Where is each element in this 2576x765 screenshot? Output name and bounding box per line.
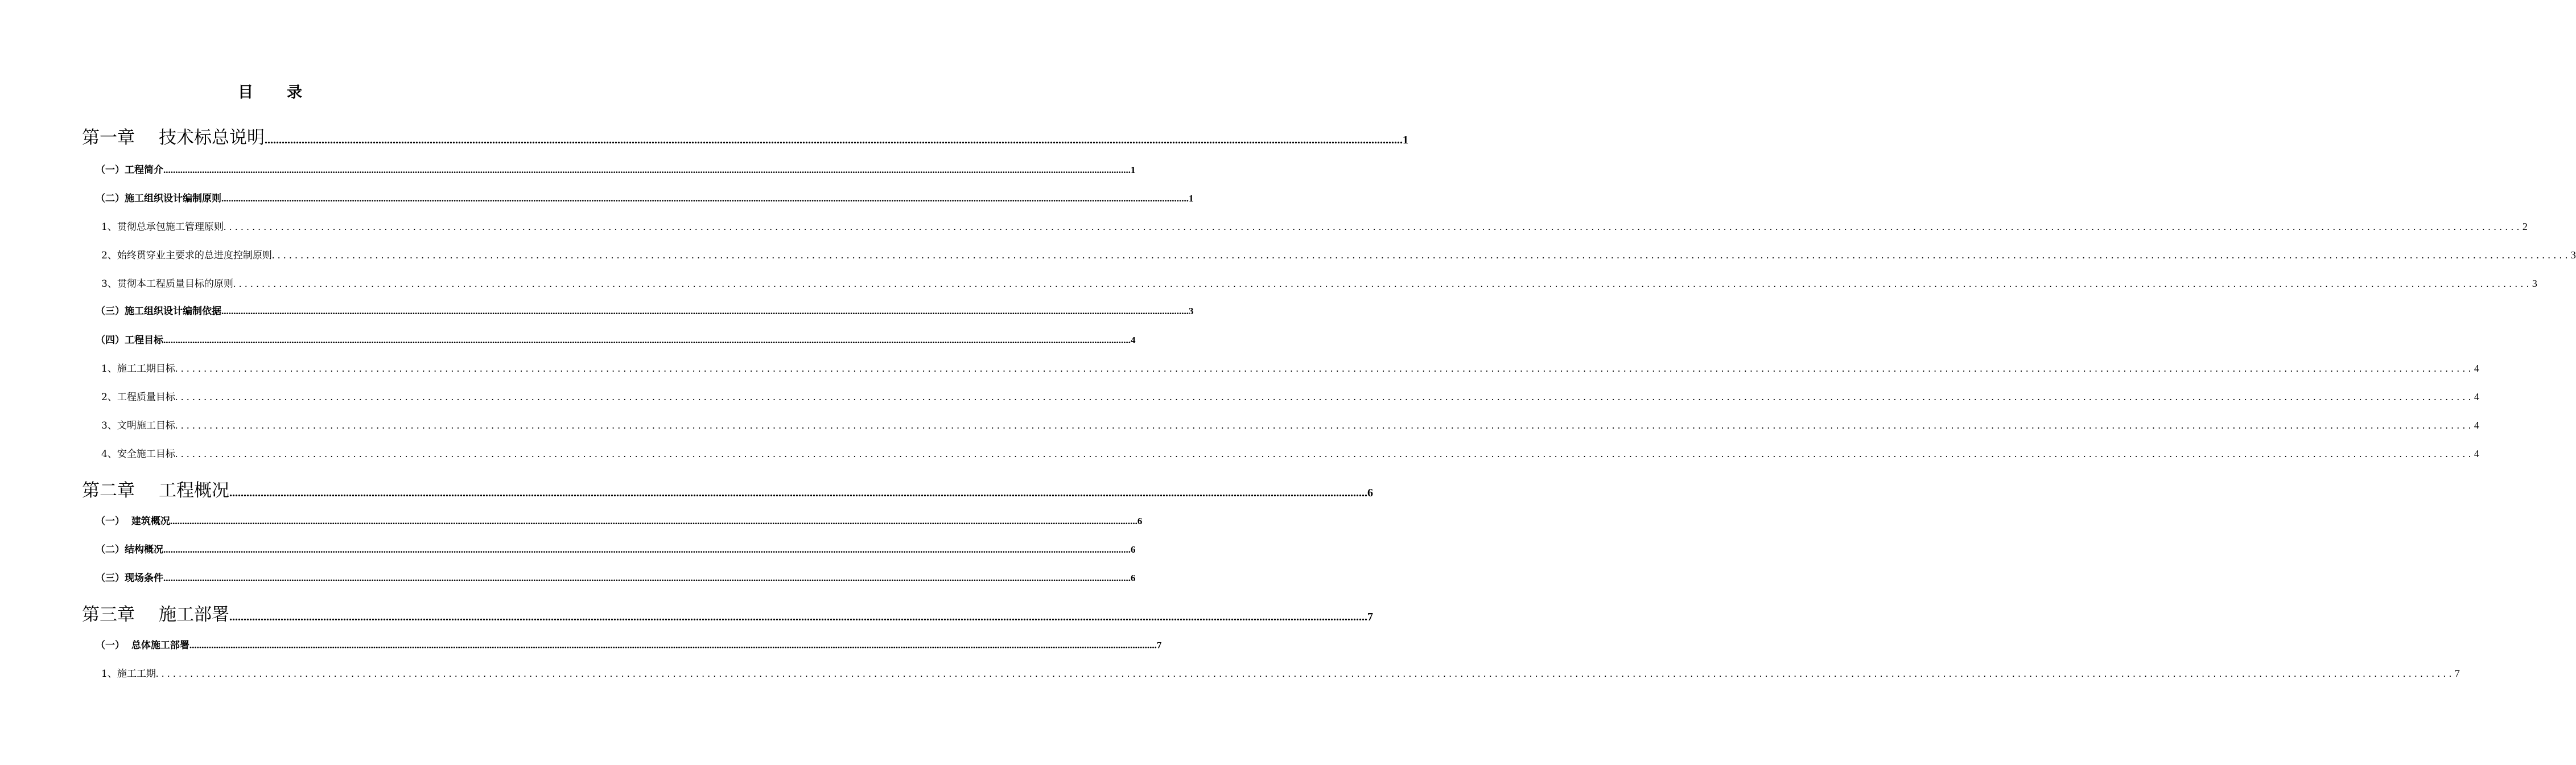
toc-entry[interactable]	[82, 476, 1373, 504]
toc-entry-text: （一） 总体施工部署	[96, 640, 189, 651]
toc-page-number: 4	[2474, 391, 2479, 402]
toc-entry[interactable]	[101, 360, 2479, 377]
toc-chapter-title: 技术标总说明	[159, 128, 265, 148]
toc-page-number: 3	[2532, 278, 2537, 289]
toc-leader-dots: ................................................................................................................................................................................................................................................................................................................................................................................................................	[163, 544, 1131, 555]
toc-entry[interactable]	[96, 190, 1194, 207]
toc-entry-text: 3、贯彻本工程质量目标的原则	[101, 278, 233, 290]
toc-entry[interactable]	[101, 389, 2479, 406]
toc-chapter-title: 工程概况	[159, 480, 229, 501]
toc-page-number: 4	[2474, 419, 2479, 431]
toc-entry-text: （一）工程简介	[96, 164, 163, 176]
toc-leader-dots: ................................................................................................................................................................................................................................................................................................................................................................................................................	[189, 640, 1157, 651]
toc-page-number: 1	[1403, 134, 1408, 146]
toc-page-number: 1	[1131, 164, 1136, 175]
toc-leader-dots: ................................................................................................................................................................................................................................................................................................................................................................................................................	[175, 363, 2474, 374]
toc-page-number: 3	[1189, 306, 1194, 316]
toc-title	[0, 80, 541, 102]
toc-leader-dots: ................................................................................................................................................................................................................................................................................................................................................................................................................	[229, 611, 1367, 623]
toc-leader-dots: ................................................................................................................................................................................................................................................................................................................................................................................................................	[229, 487, 1367, 499]
toc-entry[interactable]	[101, 275, 2537, 293]
toc-entry[interactable]	[96, 513, 1143, 530]
toc-entry[interactable]	[96, 162, 1136, 179]
toc-chapter-number: 第三章	[82, 604, 135, 625]
toc-entry-text	[82, 123, 265, 149]
toc-leader-dots: ................................................................................................................................................................................................................................................................................................................................................................................................................	[233, 278, 2532, 289]
toc-leader-dots: ................................................................................................................................................................................................................................................................................................................................................................................................................	[175, 448, 2474, 459]
toc-entry[interactable]	[101, 219, 2528, 236]
toc-leader-dots: ................................................................................................................................................................................................................................................................................................................................................................................................................	[221, 193, 1189, 204]
toc-page-number: 1	[1189, 193, 1194, 204]
toc-page-number: 3	[2570, 249, 2576, 261]
toc-entry-text: 2、工程质量目标	[101, 392, 175, 403]
toc-entry[interactable]	[96, 332, 1136, 349]
toc-entry-text: （一） 建筑概况	[96, 516, 170, 527]
toc-leader-dots: ................................................................................................................................................................................................................................................................................................................................................................................................................	[155, 668, 2455, 679]
toc-page-number: 6	[1137, 516, 1143, 527]
toc-leader-dots: ................................................................................................................................................................................................................................................................................................................................................................................................................	[170, 516, 1137, 527]
toc-entry-text: 2、始终贯穿业主要求的总进度控制原则	[101, 250, 272, 261]
toc-entry-text: （二）结构概况	[96, 544, 163, 556]
toc-page-number: 6	[1367, 487, 1373, 499]
toc-leader-dots: ................................................................................................................................................................................................................................................................................................................................................................................................................	[163, 573, 1131, 583]
toc-entry[interactable]	[96, 541, 1136, 558]
toc-leader-dots: ................................................................................................................................................................................................................................................................................................................................................................................................................	[175, 419, 2474, 431]
toc-leader-dots: ................................................................................................................................................................................................................................................................................................................................................................................................................	[221, 306, 1189, 316]
toc-chapter-title: 施工部署	[159, 604, 229, 625]
toc-entry-text: 1、施工工期	[101, 668, 156, 680]
toc-entry[interactable]	[96, 570, 1136, 587]
toc-entry-text: 3、文明施工目标	[101, 420, 175, 431]
toc-title-right: 录	[287, 84, 303, 101]
toc-entry[interactable]	[96, 637, 1162, 654]
toc-entry-text	[82, 476, 229, 501]
toc-entry-text: （三）施工组织设计编制依据	[96, 306, 221, 317]
toc-entry-text: 4、安全施工目标	[101, 449, 175, 460]
toc-entry-text: 1、贯彻总承包施工管理原则	[101, 221, 224, 233]
toc-chapter-number: 第一章	[82, 128, 135, 148]
toc-page-number: 4	[2474, 363, 2479, 374]
toc-entry[interactable]	[82, 123, 1408, 151]
toc-page-number: 7	[1156, 640, 1162, 651]
toc-entry-text: （四）工程目标	[96, 335, 163, 346]
toc-entry[interactable]	[101, 446, 2479, 463]
toc-entry[interactable]	[101, 417, 2479, 434]
toc-leader-dots: ................................................................................................................................................................................................................................................................................................................................................................................................................	[271, 249, 2571, 261]
toc-chapter-number: 第二章	[82, 480, 135, 501]
toc-page-number: 7	[2454, 668, 2460, 679]
toc-entry-text: （二）施工组织设计编制原则	[96, 193, 221, 204]
toc-leader-dots: ................................................................................................................................................................................................................................................................................................................................................................................................................	[175, 391, 2474, 402]
toc-page-number: 4	[1131, 335, 1136, 346]
toc-entry-text: 1、施工工期目标	[101, 363, 175, 375]
toc-entry-text	[82, 600, 229, 626]
toc-title-left: 目	[238, 84, 254, 101]
toc-entry-text: （三）现场条件	[96, 573, 163, 584]
toc-entry[interactable]	[101, 665, 2460, 682]
toc-page-number: 7	[1367, 611, 1373, 623]
toc-leader-dots: ................................................................................................................................................................................................................................................................................................................................................................................................................	[163, 335, 1131, 346]
toc-page-number: 6	[1131, 573, 1136, 583]
toc-page-number: 4	[2474, 448, 2479, 459]
toc-leader-dots: ................................................................................................................................................................................................................................................................................................................................................................................................................	[163, 164, 1131, 175]
toc-entry[interactable]	[82, 600, 1373, 628]
toc-leader-dots: ................................................................................................................................................................................................................................................................................................................................................................................................................	[265, 134, 1403, 146]
toc-leader-dots: ................................................................................................................................................................................................................................................................................................................................................................................................................	[223, 221, 2523, 232]
toc-page-number: 2	[2522, 221, 2528, 232]
toc-entry[interactable]	[96, 303, 1194, 320]
toc-page-number: 6	[1131, 544, 1136, 555]
toc-entry[interactable]	[101, 247, 2576, 264]
